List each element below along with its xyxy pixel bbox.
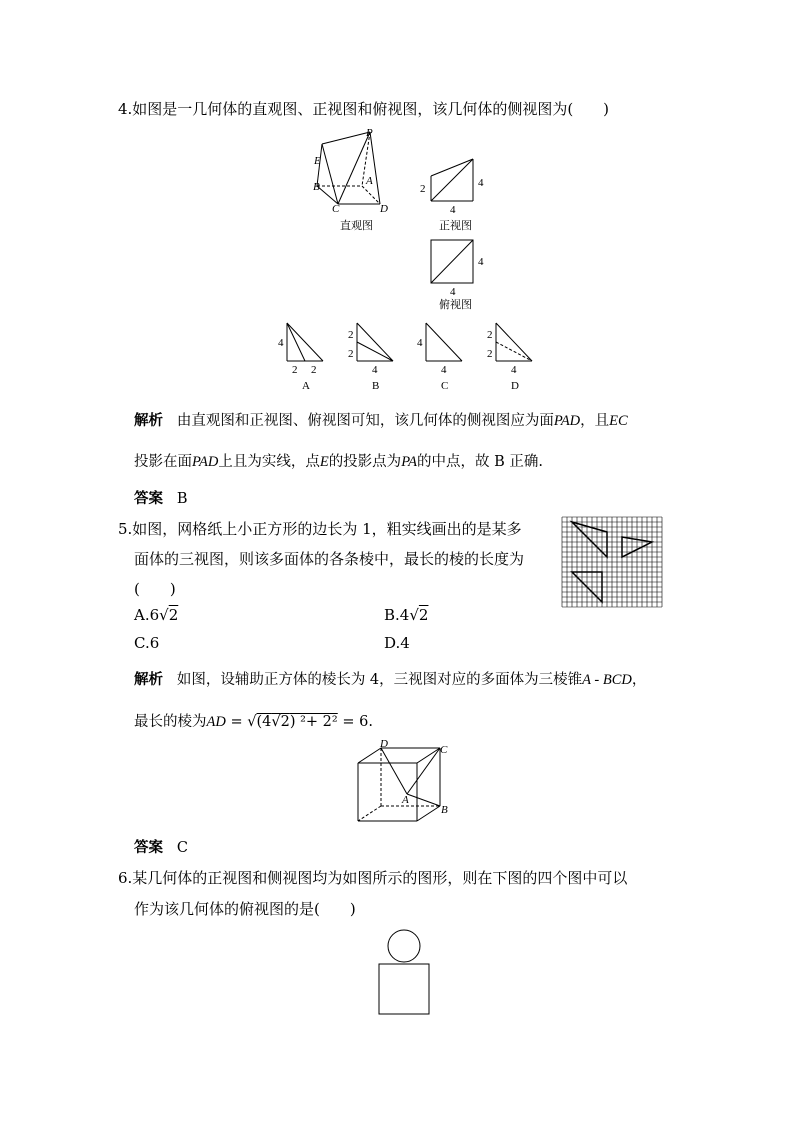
svg-text:2: 2 <box>420 183 426 195</box>
svg-text:4: 4 <box>372 364 378 376</box>
q5-stem-line2: 面体的三视图，则该多面体的各条棱中，最长的棱的长度为 <box>134 550 525 568</box>
point-E: E <box>314 155 321 167</box>
svg-text:2: 2 <box>348 348 354 360</box>
circle-shape <box>388 930 420 962</box>
q4-top-view-figure <box>418 236 498 316</box>
svg-text:2: 2 <box>348 329 354 341</box>
edge-EC <box>322 144 338 204</box>
edge-EP <box>322 132 370 144</box>
point-B: B <box>313 181 320 193</box>
svg-text:4: 4 <box>441 364 447 376</box>
svg-text:4: 4 <box>417 337 423 349</box>
cube-point-A: A <box>402 794 409 806</box>
point-A: A <box>366 175 373 187</box>
q6-view-figure <box>376 927 432 1019</box>
q5-analysis-line2: 最长的棱为AD = √(4√2) ²+ 2² = 6. <box>134 714 373 730</box>
q5-answer: 答案 C <box>134 839 188 856</box>
option-d-letter: D <box>511 380 519 392</box>
caption-front: 正视图 <box>439 220 472 232</box>
q5-stem-line3: ( ) <box>134 580 176 598</box>
caption-direct: 直观图 <box>340 220 373 232</box>
edge-BC <box>317 186 338 204</box>
q6-stem-line2: 作为该几何体的俯视图的是( ) <box>134 900 356 918</box>
q6-stem-line1: 6.某几何体的正视图和侧视图均为如图所示的图形，则在下图的四个图中可以 <box>118 869 628 887</box>
svg-text:2: 2 <box>487 329 493 341</box>
cube-point-C: C <box>440 744 448 756</box>
svg-text:4: 4 <box>478 177 484 189</box>
svg-text:2: 2 <box>311 364 317 376</box>
q4-option-d-figure <box>484 318 544 393</box>
cube-point-D: D <box>380 738 388 750</box>
q4-analysis-line1: 解析 由直观图和正视图、俯视图可知，该几何体的侧视图应为面PAD，且EC <box>134 412 628 429</box>
point-C: C <box>332 203 340 215</box>
q5-analysis-line1: 解析 如图，设辅助正方体的棱长为 4，三视图对应的多面体为三棱锥A - BCD， <box>134 671 647 688</box>
q4-direct-view-figure <box>300 124 410 234</box>
q5-stem-line1: 5.如图，网格纸上小正方形的边长为 1，粗实线画出的是某多 <box>118 520 522 538</box>
svg-text:4: 4 <box>478 256 484 268</box>
q4-answer: 答案 B <box>134 490 188 507</box>
edge-PD <box>370 132 380 204</box>
svg-text:4: 4 <box>511 364 517 376</box>
cube-point-B: B <box>441 804 448 816</box>
svg-text:2: 2 <box>292 364 298 376</box>
svg-text:4: 4 <box>450 204 456 216</box>
option-c-letter: C <box>441 380 449 392</box>
caption-top: 俯视图 <box>439 299 472 311</box>
q5-grid-three-views <box>562 517 662 607</box>
q5-option-b[interactable]: B.4√2 <box>384 606 429 624</box>
q4-option-b-figure <box>345 318 405 393</box>
q5-option-d[interactable]: D.4 <box>384 634 410 652</box>
edge-AD <box>362 186 380 204</box>
q4-stem: 4.如图是一几何体的直观图、正视图和俯视图，该几何体的侧视图为( ) <box>118 100 610 118</box>
q4-option-a-figure <box>275 318 335 393</box>
svg-text:4: 4 <box>450 286 456 298</box>
option-a-letter: A <box>302 380 310 392</box>
option-b-letter: B <box>372 380 380 392</box>
svg-text:4: 4 <box>278 337 284 349</box>
q4-analysis-line2: 投影在面PAD上且为实线，点E的投影点为PA的中点，故 B 正确. <box>134 454 544 470</box>
q4-front-view-figure <box>418 155 498 235</box>
edge-PC <box>338 132 370 204</box>
point-P: P <box>366 127 373 139</box>
q5-cube-figure <box>352 738 462 828</box>
point-D: D <box>380 203 388 215</box>
q4-option-c-figure <box>414 318 474 393</box>
q5-option-a[interactable]: A.6√2 <box>134 606 179 624</box>
square-shape <box>379 964 429 1014</box>
svg-text:2: 2 <box>487 348 493 360</box>
q5-option-c[interactable]: C.6 <box>134 634 160 652</box>
